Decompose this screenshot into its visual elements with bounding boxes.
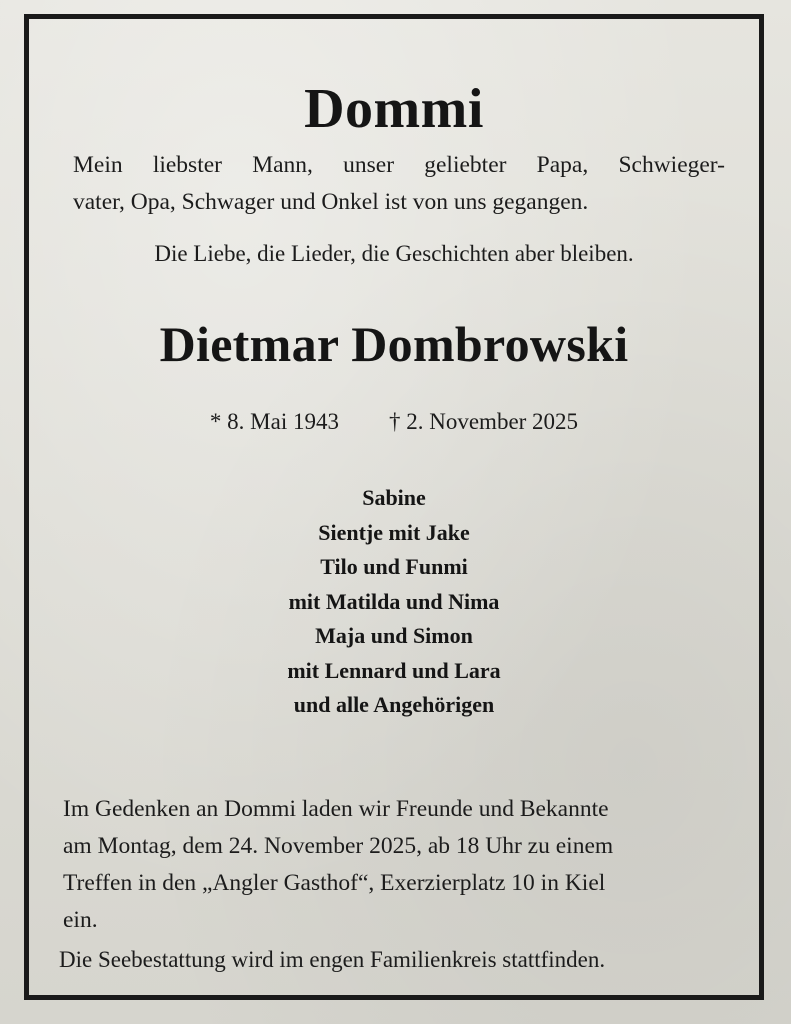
intro-line-2: vater, Opa, Schwager und Onkel ist von uns gegangen. <box>73 189 589 215</box>
intro-line-1: Mein liebster Mann, unser geliebter Papa, Schwieger- <box>73 152 725 178</box>
family-member: und alle Angehörigen <box>293 692 495 717</box>
deceased-name: Dietmar Dombrowski <box>159 316 629 372</box>
memorial-line-1: Im Gedenken an Dommi laden wir Freunde und Bekannte <box>63 796 609 822</box>
life-dates <box>29 409 759 435</box>
family-member: Sabine <box>362 485 426 510</box>
memorial-invitation <box>63 791 743 939</box>
family-member: mit Lennard und Lara <box>287 657 501 683</box>
family-member: Maja und Simon <box>315 623 473 648</box>
memorial-line-4: ein. <box>63 907 98 933</box>
birth-date: * 8. Mai 1943 <box>209 409 339 434</box>
intro-text <box>73 147 725 221</box>
obituary-heading: Dommi <box>304 78 484 140</box>
death-date: † 2. November 2025 <box>388 409 579 434</box>
family-member: mit Matilda und Nima <box>288 588 500 614</box>
memorial-line-3: Treffen in den „Angler Gasthof“, Exerzierplatz 10 in Kiel <box>63 870 606 896</box>
quote-text: Die Liebe, die Lieder, die Geschichten aber bleiben. <box>154 241 634 266</box>
closing-note: Die Seebestattung wird im engen Familienkreis stattfinden. <box>59 947 606 972</box>
family-member: Tilo und Funmi <box>320 554 468 579</box>
memorial-line-2: am Montag, dem 24. November 2025, ab 18 Uhr zu einem <box>63 833 614 859</box>
obituary-frame <box>24 14 764 1000</box>
family-list <box>29 481 759 723</box>
family-member: Sientje mit Jake <box>318 519 470 545</box>
